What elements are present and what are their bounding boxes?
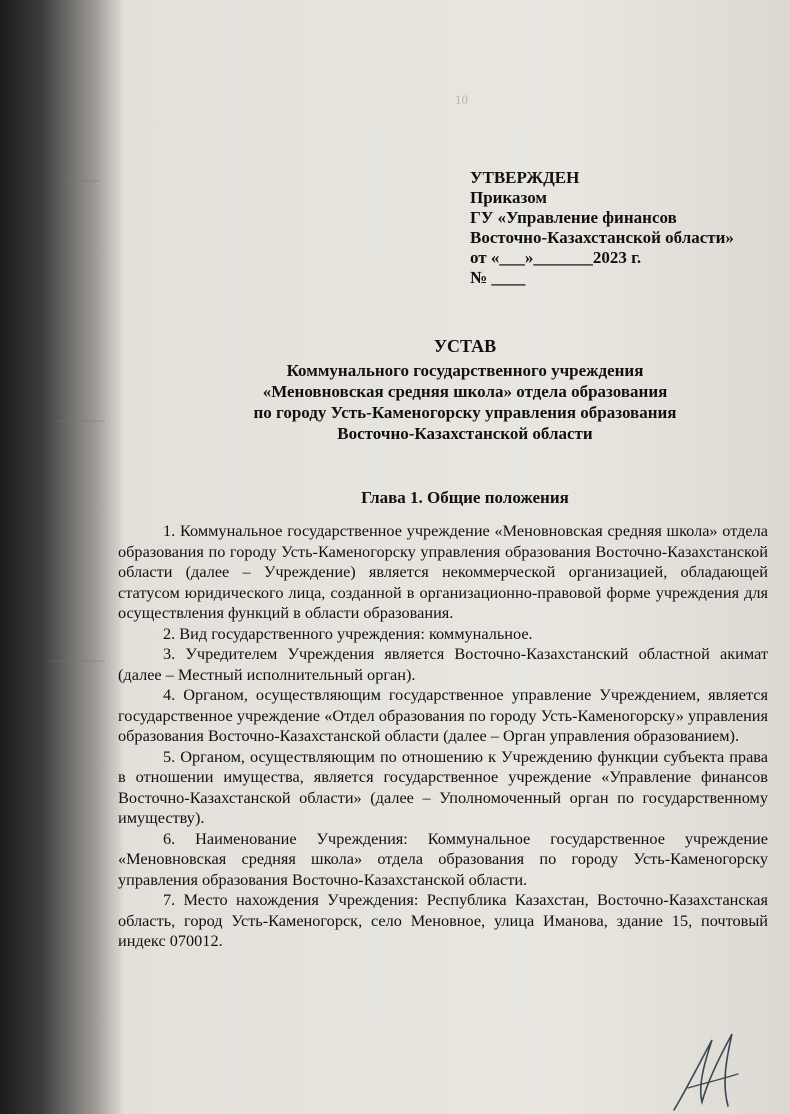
page-number: 10 [455, 92, 468, 107]
approval-authority-line1: ГУ «Управление финансов [470, 208, 677, 227]
approval-number: № ____ [470, 268, 526, 287]
organization-line: Восточно-Казахстанской области [337, 424, 593, 443]
signature-scribble [668, 1030, 744, 1114]
approval-title: УТВЕРЖДЕН [470, 168, 580, 187]
organization-line: «Меновновская средняя школа» отдела образования [262, 382, 668, 401]
chapter-body [118, 521, 768, 952]
page-binding-shadow [0, 0, 110, 1114]
approval-date: от «___»_______2023 г. [470, 248, 642, 267]
paragraph: 5. Органом, осуществляющим по отношению к Учреждению функции субъекта права в отношении имущества, является государственное учреждение «Управление финансов Восточно-Казахстанской области» (далее – Уполномоченный орган по государственному имуществу). [118, 746, 768, 827]
organization-name [160, 360, 770, 444]
approval-authority-line2: Восточно-Казахстанской области» [470, 228, 734, 247]
paragraph: 3. Учредителем Учреждения является Восточно-Казахстанский областной акимат (далее – Местный исполнительный орган). [118, 644, 768, 684]
paragraph: 2. Вид государственного учреждения: коммунальное. [163, 623, 533, 643]
chapter-title: Глава 1. Общие положения [361, 488, 569, 507]
document-title: УСТАВ [433, 336, 497, 356]
approval-stamp-block [470, 168, 734, 288]
organization-line: по городу Усть-Каменогорску управления образования [253, 403, 677, 422]
approval-order: Приказом [470, 188, 547, 207]
organization-line: Коммунального государственного учреждения [286, 361, 644, 380]
paragraph: 7. Место нахождения Учреждения: Республика Казахстан, Восточно-Казахстанская область, город Усть-Каменогорск, село Меновное, улица Иманова, здание 15, почтовый индекс 070012. [118, 890, 768, 950]
paragraph: 4. Органом, осуществляющим государственное управление Учреждением, является государственное учреждение «Отдел образования по городу Усть-Каменогорску» управления образования Восточно-Казахстанской области (далее – Орган управления образованием). [118, 685, 768, 745]
paragraph: 6. Наименование Учреждения: Коммунальное государственное учреждение «Меновновская средняя школа» отдела образования по городу Усть-Каменогорску управления образования Восточно-Казахстанской области. [118, 828, 768, 889]
paragraph: 1. Коммунальное государственное учреждение «Меновновская средняя школа» отдела образования по городу Усть-Каменогорску управления образования Восточно-Казахстанской области (далее – Учреждение) является некоммерческой организацией, обладающей статусом юридического лица, созданной в организационно-правовой форме учреждения для осуществления функций в области образования. [118, 521, 768, 622]
